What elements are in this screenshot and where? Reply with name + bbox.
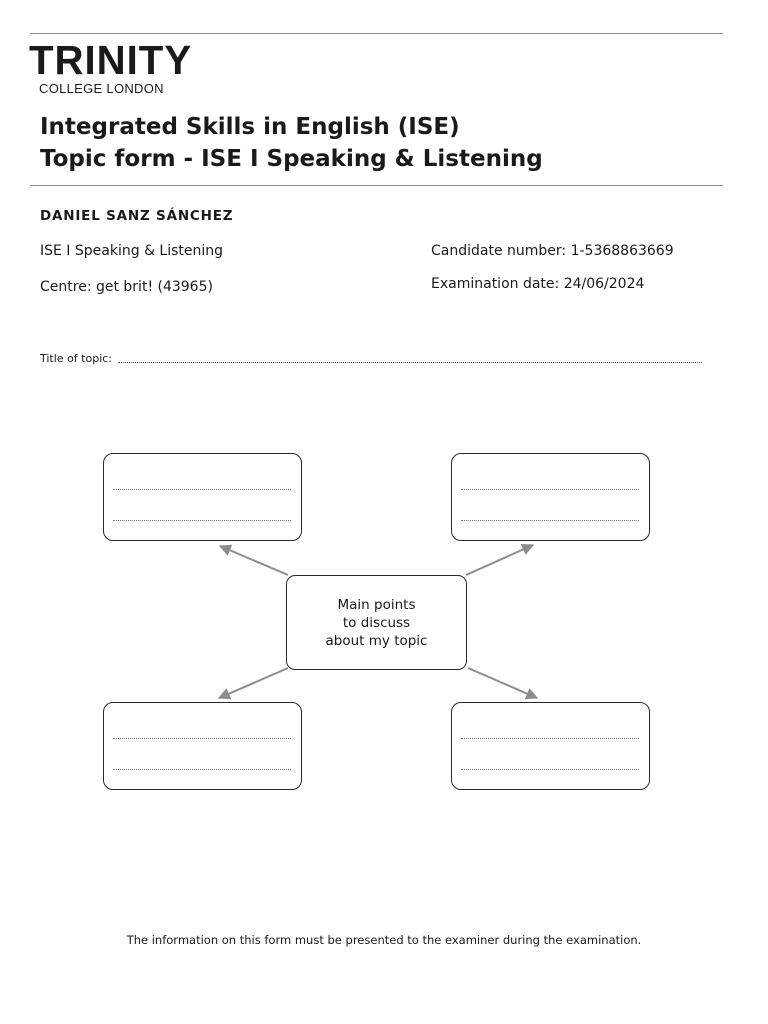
examination-date: Examination date: 24/06/2024 bbox=[431, 276, 645, 292]
candidate-number: Candidate number: 1-5368863669 bbox=[431, 243, 674, 259]
write-line[interactable] bbox=[461, 489, 639, 490]
write-line[interactable] bbox=[113, 738, 291, 739]
main-point-box-top-left[interactable] bbox=[103, 453, 302, 541]
main-point-box-bottom-right[interactable] bbox=[451, 702, 650, 790]
main-point-box-top-right[interactable] bbox=[451, 453, 650, 541]
write-line[interactable] bbox=[461, 738, 639, 739]
centre-info: Centre: get brit! (43965) bbox=[40, 279, 213, 295]
write-line[interactable] bbox=[461, 520, 639, 521]
write-line[interactable] bbox=[461, 769, 639, 770]
main-point-box-bottom-left[interactable] bbox=[103, 702, 302, 790]
write-line[interactable] bbox=[113, 520, 291, 521]
write-line[interactable] bbox=[113, 489, 291, 490]
center-text-line-2: to discuss bbox=[342, 614, 411, 631]
top-rule bbox=[30, 33, 723, 34]
arrow-bottom-left bbox=[219, 668, 288, 698]
exam-name: ISE I Speaking & Listening bbox=[40, 243, 224, 259]
center-topic-box bbox=[286, 575, 467, 670]
topic-title-label: Title of topic: bbox=[40, 352, 113, 365]
write-line[interactable] bbox=[113, 769, 291, 770]
arrow-top-left bbox=[220, 546, 288, 575]
college-london-logo-text: COLLEGE LONDON bbox=[39, 81, 164, 96]
candidate-name: DANIEL SANZ SÁNCHEZ bbox=[40, 208, 234, 224]
center-text-line-3: about my topic bbox=[325, 632, 428, 649]
footer-note: The information on this form must be presented to the examiner during the examination. bbox=[126, 933, 642, 947]
trinity-logo: TRINITY bbox=[29, 37, 193, 83]
center-text-line-1: Main points bbox=[337, 596, 416, 613]
arrow-top-right bbox=[466, 545, 533, 575]
form-title-line-1: Integrated Skills in English (ISE) bbox=[40, 114, 460, 140]
header-rule bbox=[30, 185, 723, 186]
form-title-line-2: Topic form - ISE I Speaking & Listening bbox=[40, 146, 543, 172]
topic-title-field[interactable] bbox=[118, 362, 702, 363]
arrow-bottom-right bbox=[468, 668, 537, 698]
